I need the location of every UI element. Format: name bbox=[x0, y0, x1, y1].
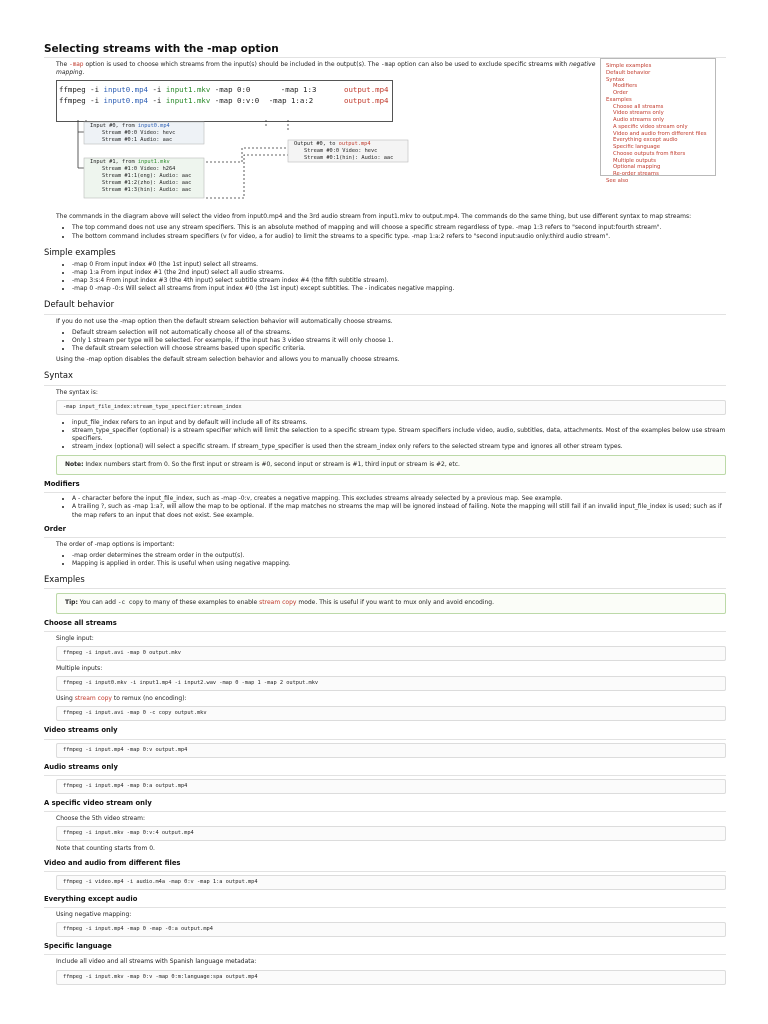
syntax-code[interactable]: -map input_file_index:stream_type_specifier:stream_index bbox=[56, 400, 726, 415]
default-list: • Default stream selection will not automatically choose all of the streams. • Only 1 stream per type will be selected. For example, if the input has 3 video streams it will only choose 1. • The default stream selection will choose streams based upon specific criteria. bbox=[64, 329, 726, 353]
default-p1: If you do not use the -map option then the default stream selection behavior will automatically choose streams. bbox=[56, 317, 393, 325]
code-except-audio[interactable]: ffmpeg -i input.mp4 -map 0 -map -0:a output.mp4 bbox=[56, 922, 726, 937]
toc-item[interactable]: Multiple outputs bbox=[613, 157, 656, 164]
toc-item[interactable]: Everything except audio bbox=[613, 137, 678, 144]
toc-item[interactable]: Simple examples bbox=[606, 63, 652, 69]
toc-item[interactable]: Video and audio from different files bbox=[613, 130, 707, 137]
examples-heading: Examples bbox=[44, 574, 85, 585]
except-audio-heading: Everything except audio bbox=[44, 894, 138, 903]
output-labels: output.mp4 output.mp4 bbox=[344, 85, 389, 106]
code-audio-only[interactable]: ffmpeg -i input.mp4 -map 0:a output.mp4 bbox=[56, 779, 726, 794]
input0-stream1: Stream #0:1 Audio: aac bbox=[102, 137, 173, 144]
page-content: Selecting streams with the -map option The -map option is used to choose which streams from the input(s) should be included in the output(s). The -map option can also be used to exclude specific streams with negative mapping. ffmpeg -i input0.mp4 -i input1.mkv -map 0:0 -map 1:3 ffmpeg -i input0.mp4 -i input1.mkv -map 0:v:0 -map 1:a:2 output.mp4 output.mp4 Input #0, from input0.mp4 Stream #0:0 Video: hevc Stream #0:1 Audio: aac Input #1, from input1.mkv Stream #1:0 Video: h264 Stream #1:1(eng): Audio: aac Stream #1:2(zho): Audio: aac Stream #1:3(hin): Audio: aac Output #0, to output.mp4 Stream #0:0 Video: hevc Stream #0:1(hin): Audio: aac The commands in the diagram above will select the video from input0.mp4 and the 3rd audio stream from input1.mkv to output.mp4. The commands do the same thing, but use different syntax to map streams: • The top command does not use any stream specifiers. This is an absolute method of mapping and will choose a specific stream regardless of type. -map 1:3 refers to "second input:fourth stream". • The bottom command includes stream specifiers (v for video, a for audio) to limit the streams to a specific type. -map 1:a:2 refers to "second input:audio only:third audio stream". Simple examples • -map 0 From input index #0 (the 1st input) select all streams. • -map 1:a From input index #1 (the 2nd input) select all audio streams. • -map 3:s:4 From input index #3 (the 4th input) select subtitle stream index #4 (the fifth subtitle stream). • -map 0 -map -0:s Will select all streams from input index #0 (the 1st input) except subtitles. The - indicates negative mapping. Default behavior If you do not use the -map option then the default stream selection behavior will automatically choose streams. • Default stream selection will not automatically choose all of the streams. • Only 1 stream per type will be selected. For example, if the input has 3 video streams it will only choose 1. • The default stream selection will choose streams based upon specific criteria. Using the -map option disables the default stream selection behavior and allows you to manually choose streams. Syntax The syntax is: -map input_file_index:stream_type_specifier:stream_index • input_file_index refers to an input and by default will include all of its streams. • stream_type_specifier (optional) is a stream specifier which will limit the selection to a specific stream type. Stream specifiers include video, audio, subtitles, data, attachments. Most of the examples below use stream specifiers. • stream_index (optional) will select a specific stream. If stream_type_specifier is used then the stream_index only refers to the selected stream type and ignores all other stream types. Note: Index numbers start from 0. So the first input or stream is #0, second input or stream is #1, third input or stream is #2, etc. Modifiers • A - character before the input_file_index, such as -map -0:v, creates a negative mapping. This excludes streams already selected by a previous map. See example. • A trailing ?, such as -map 1:a?, will allow the map to be optional. If the map matches no streams the map will be ignored instead of failing. Note the mapping will still fail if an invalid input_file_index is used; such as if the map refers to an input that does not exist. See example. Order The order of -map options is important: • -map order determines the stream order in the output(s). • Mapping is applied in order. This is useful when using negative mapping. Examples Tip: You can add -c copy to many of these examples to enable stream copy mode. This is useful if you want to mux only and avoid encoding. Choose all streams Single input: ffmpeg -i input.avi -map 0 output.mkv Multiple inputs: ffmpeg -i input0.mkv -i input1.mp4 -i input2.wav -map 0 -map 1 -map 2 output.mkv Using stream copy to remux (no encoding): ffmpeg -i input.avi -map 0 -c copy output.mkv Video streams only ffmpeg -i input.mp4 -map 0:v output.mp4 Audio streams only ffmpeg -i input.mp4 -map 0:a output.mp4 A specific video stream only Choose the 5th video stream: ffmpeg -i input.mkv -map 0:v:4 output.mp4 Note that counting starts from 0. Video and audio from different files ffmpeg -i video.mp4 -i audio.m4a -map 0:v -map 1:a output.mp4 Everything except audio Using negative mapping: ffmpeg -i input.mp4 -map 0 -map -0:a output.mp4 Specific language Include all video and all streams with Spanish language metadata: ffmpeg -i input.mkv -map 0:v -map 0:m:language:spa output.mp4 bbox=[44, 40, 726, 989]
code-multiple-inputs[interactable]: ffmpeg -i input0.mkv -i input1.mp4 -i input2.wav -map 0 -map 1 -map 2 output.mkv bbox=[56, 676, 726, 691]
code-specific-video[interactable]: ffmpeg -i input.mkv -map 0:v:4 output.mp4 bbox=[56, 826, 726, 841]
toc-item[interactable]: Audio streams only bbox=[613, 117, 664, 124]
toc-item[interactable]: Order bbox=[613, 90, 629, 97]
va-files-heading: Video and audio from different files bbox=[44, 858, 181, 867]
toc-item[interactable]: Default behavior bbox=[606, 69, 651, 76]
map-diagram bbox=[56, 80, 596, 210]
diagram-explanation: The commands in the diagram above will select the video from input0.mp4 and the 3rd audio stream from input1.mkv to output.mp4. The commands do the same thing, but use different syntax to map streams: bbox=[56, 213, 692, 221]
default-behavior-heading: Default behavior bbox=[44, 299, 115, 310]
syntax-list: • input_file_index refers to an input and by default will include all of its streams. • stream_type_specifier (optional) is a stream specifier which will limit the selection to a specific stream type. Stream specifiers include video, audio, subtitles, data, attachments. Most of the examples below use stream specifiers. • stream_index (optional) will select a specific stream. If stream_type_specifier is used then the stream_index only refers to the selected stream type and ignores all other stream types. bbox=[64, 419, 726, 451]
input1-stream0: Stream #1:0 Video: h264 bbox=[102, 166, 176, 173]
toc-item[interactable]: Modifiers bbox=[613, 83, 638, 90]
page-title: Selecting streams with the -map option bbox=[44, 43, 279, 55]
toc-item[interactable]: Syntax bbox=[606, 76, 625, 83]
stream-copy-link-2[interactable]: stream copy bbox=[74, 695, 112, 703]
code-remux[interactable]: ffmpeg -i input.avi -map 0 -c copy output.mkv bbox=[56, 706, 726, 721]
modifiers-heading: Modifiers bbox=[44, 480, 80, 489]
simple-examples-heading: Simple examples bbox=[44, 246, 116, 257]
syntax-note: Note: Index numbers start from 0. So the first input or stream is #0, second input or stream is #1, third input or stream is #2, etc. bbox=[56, 455, 726, 475]
input1-stream1: Stream #1:1(eng): Audio: aac bbox=[102, 173, 192, 180]
toc-item[interactable]: Choose outputs from filters bbox=[613, 150, 686, 157]
toc-item[interactable]: Specific language bbox=[613, 144, 660, 151]
input0-label: Input #0, from input0.mp4 bbox=[90, 123, 170, 130]
toc-item[interactable]: Choose all streams bbox=[613, 103, 664, 110]
order-heading: Order bbox=[44, 524, 66, 533]
command-top: ffmpeg -i input0.mp4 -i input1.mkv -map 0:0 -map 1:3 bbox=[59, 85, 317, 95]
output0-stream1: Stream #0:1(hin): Audio: aac bbox=[304, 155, 394, 162]
code-va-files[interactable]: ffmpeg -i video.mp4 -i audio.m4a -map 0:v -map 1:a output.mp4 bbox=[56, 875, 726, 890]
video-only-heading: Video streams only bbox=[44, 726, 118, 735]
order-list: • -map order determines the stream order in the output(s). • Mapping is applied in order. This is useful when using negative mapping. bbox=[64, 552, 726, 568]
title-divider bbox=[44, 57, 726, 58]
intro-paragraph: The -map option is used to choose which streams from the input(s) should be included in the output(s). The -map option can also be used to exclude specific streams with negative mapping. bbox=[56, 61, 596, 77]
toc-item[interactable]: A specific video stream only bbox=[613, 123, 688, 130]
diagram-bullets: • The top command does not use any stream specifiers. This is an absolute method of mapping and will choose a specific stream regardless of type. -map 1:3 refers to "second input:fourth stream". • The bottom command includes stream specifiers (v for video, a for audio) to limit the streams to a specific type. -map 1:a:2 refers to "second input:audio only:third audio stream". bbox=[64, 224, 726, 240]
command-bottom: ffmpeg -i input0.mp4 -i input1.mkv -map 0:v:0 -map 1:a:2 bbox=[59, 96, 314, 106]
toc-item[interactable]: See also bbox=[606, 178, 629, 185]
input1-stream3: Stream #1:3(hin): Audio: aac bbox=[102, 187, 192, 194]
code-single-input[interactable]: ffmpeg -i input.avi -map 0 output.mkv bbox=[56, 646, 726, 661]
code-video-only[interactable]: ffmpeg -i input.mp4 -map 0:v output.mp4 bbox=[56, 743, 726, 758]
specific-video-heading: A specific video stream only bbox=[44, 799, 152, 808]
audio-only-heading: Audio streams only bbox=[44, 762, 118, 771]
choose-all-heading: Choose all streams bbox=[44, 618, 117, 627]
examples-tip: Tip: You can add -c copy to many of these examples to enable stream copy mode. This is useful if you want to mux only and avoid encoding. bbox=[56, 593, 726, 613]
syntax-heading: Syntax bbox=[44, 370, 73, 381]
simple-examples-list: • -map 0 From input index #0 (the 1st input) select all streams. • -map 1:a From input index #1 (the 2nd input) select all audio streams. • -map 3:s:4 From input index #3 (the 4th input) select subtitle stream index #4 (the fifth subtitle stream). • -map 0 -map -0:s Will select all streams from input index #0 (the 1st input) except subtitles. The - indicates negative mapping. bbox=[64, 261, 726, 293]
output0-label: Output #0, to output.mp4 bbox=[294, 141, 371, 148]
order-p1: The order of -map options is important: bbox=[56, 540, 175, 548]
stream-copy-link[interactable]: stream copy bbox=[259, 599, 297, 607]
default-p2: Using the -map option disables the default stream selection behavior and allows you to manually choose streams. bbox=[56, 356, 400, 364]
toc-item[interactable]: Video streams only bbox=[613, 110, 664, 117]
input1-label: Input #1, from input1.mkv bbox=[90, 159, 170, 166]
syntax-p1: The syntax is: bbox=[56, 388, 98, 396]
toc-item[interactable]: Examples bbox=[606, 96, 632, 103]
toc-item[interactable]: Re-order streams bbox=[613, 171, 659, 178]
input0-stream0: Stream #0:0 Video: hevc bbox=[102, 130, 176, 137]
toc-item[interactable]: Optional mapping bbox=[613, 164, 661, 171]
modifiers-list: • A - character before the input_file_index, such as -map -0:v, creates a negative mapping. This excludes streams already selected by a previous map. See example. • A trailing ?, such as -map 1:a?, will allow the map to be optional. If the map matches no streams the map will be ignored instead of failing. Note the mapping will still fail if an invalid input_file_index is used; such as if the map refers to an input that does not exist. See example. bbox=[64, 495, 726, 519]
map-link[interactable]: -map bbox=[69, 61, 84, 69]
code-specific-language[interactable]: ffmpeg -i input.mkv -map 0:v -map 0:m:language:spa output.mp4 bbox=[56, 970, 726, 985]
output0-stream0: Stream #0:0 Video: hevc bbox=[304, 148, 378, 155]
input1-stream2: Stream #1:2(zho): Audio: aac bbox=[102, 180, 192, 187]
specific-language-heading: Specific language bbox=[44, 942, 112, 951]
